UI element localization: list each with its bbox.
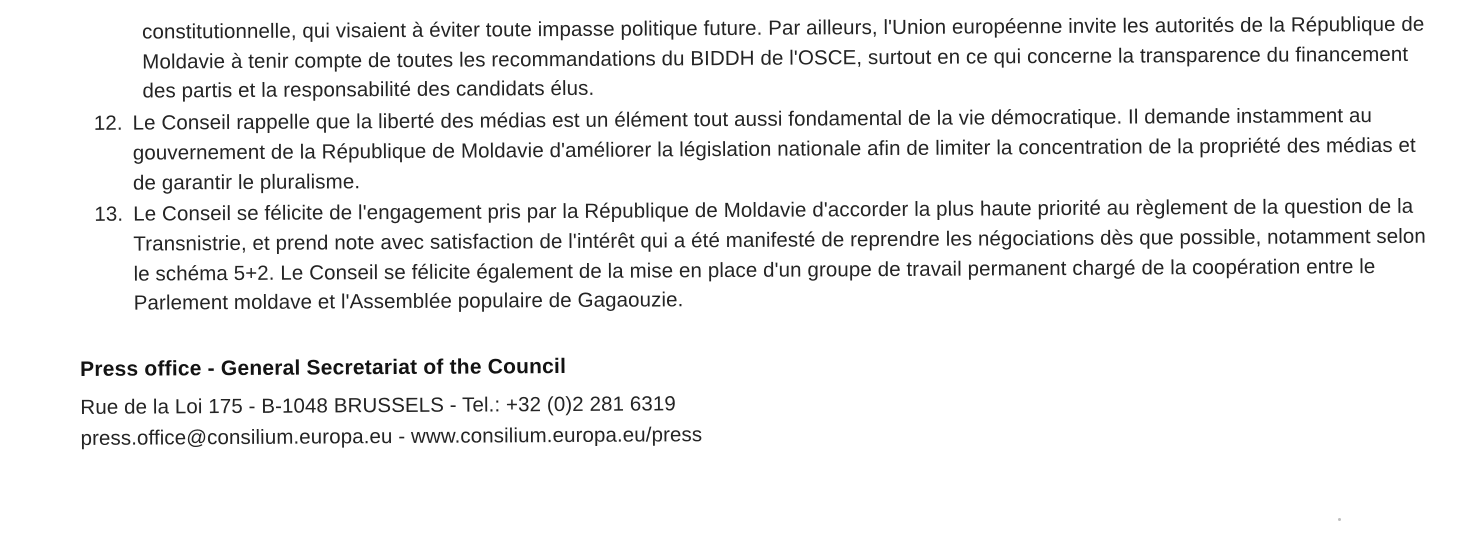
list-item-text: Le Conseil se félicite de l'engagement pris par la République de Moldavie d'accorder la plus haute priorité au règlement de la question de la Transnistrie, et prend note avec satisfaction de l'intérêt qui a été manifesté de reprendre les négociations dès que possible, notamment selon le schéma 5+2. Le Conseil se félicite également de la mise en place d'un groupe de travail permanent chargé de la coopération entre le Parlement moldave et l'Assemblée populaire de Gagaouzie. bbox=[133, 195, 1426, 316]
footer-contact: press.office@consilium.europa.eu - www.consilium.europa.eu/press bbox=[80, 423, 703, 451]
footer-address: Rue de la Loi 175 - B-1048 BRUSSELS - Tel.: +32 (0)2 281 6319 bbox=[80, 391, 676, 419]
list-item-text: Le Conseil rappelle que la liberté des médias est un élément tout aussi fondamental de la vie démocratique. Il demande instamment au gouvernement de la République de Moldavie d'améliorer la législation nationale afin de limiter la concentration de la propriété des médias et de garantir le pluralisme. bbox=[132, 104, 1416, 195]
footer-title: Press office - General Secretariat of the Council bbox=[80, 355, 567, 382]
document-body bbox=[70, 10, 1430, 455]
list-item-number: 12. bbox=[93, 111, 123, 136]
document-footer bbox=[80, 347, 1430, 455]
list-item-number: 13. bbox=[94, 202, 124, 227]
continued-paragraph: constitutionnelle, qui visaient à éviter toute impasse politique future. Par ailleurs, l'Union européenne invite les autorités de la République de Moldavie à tenir compte de toutes les recommandations du BIDDH de l'OSCE, surtout en ce qui concerne la transparence du financement des partis et la responsabilité des candidats élus. bbox=[142, 12, 1425, 103]
list-item bbox=[71, 101, 1429, 198]
list-item bbox=[71, 192, 1429, 319]
scan-speck bbox=[1338, 518, 1341, 521]
